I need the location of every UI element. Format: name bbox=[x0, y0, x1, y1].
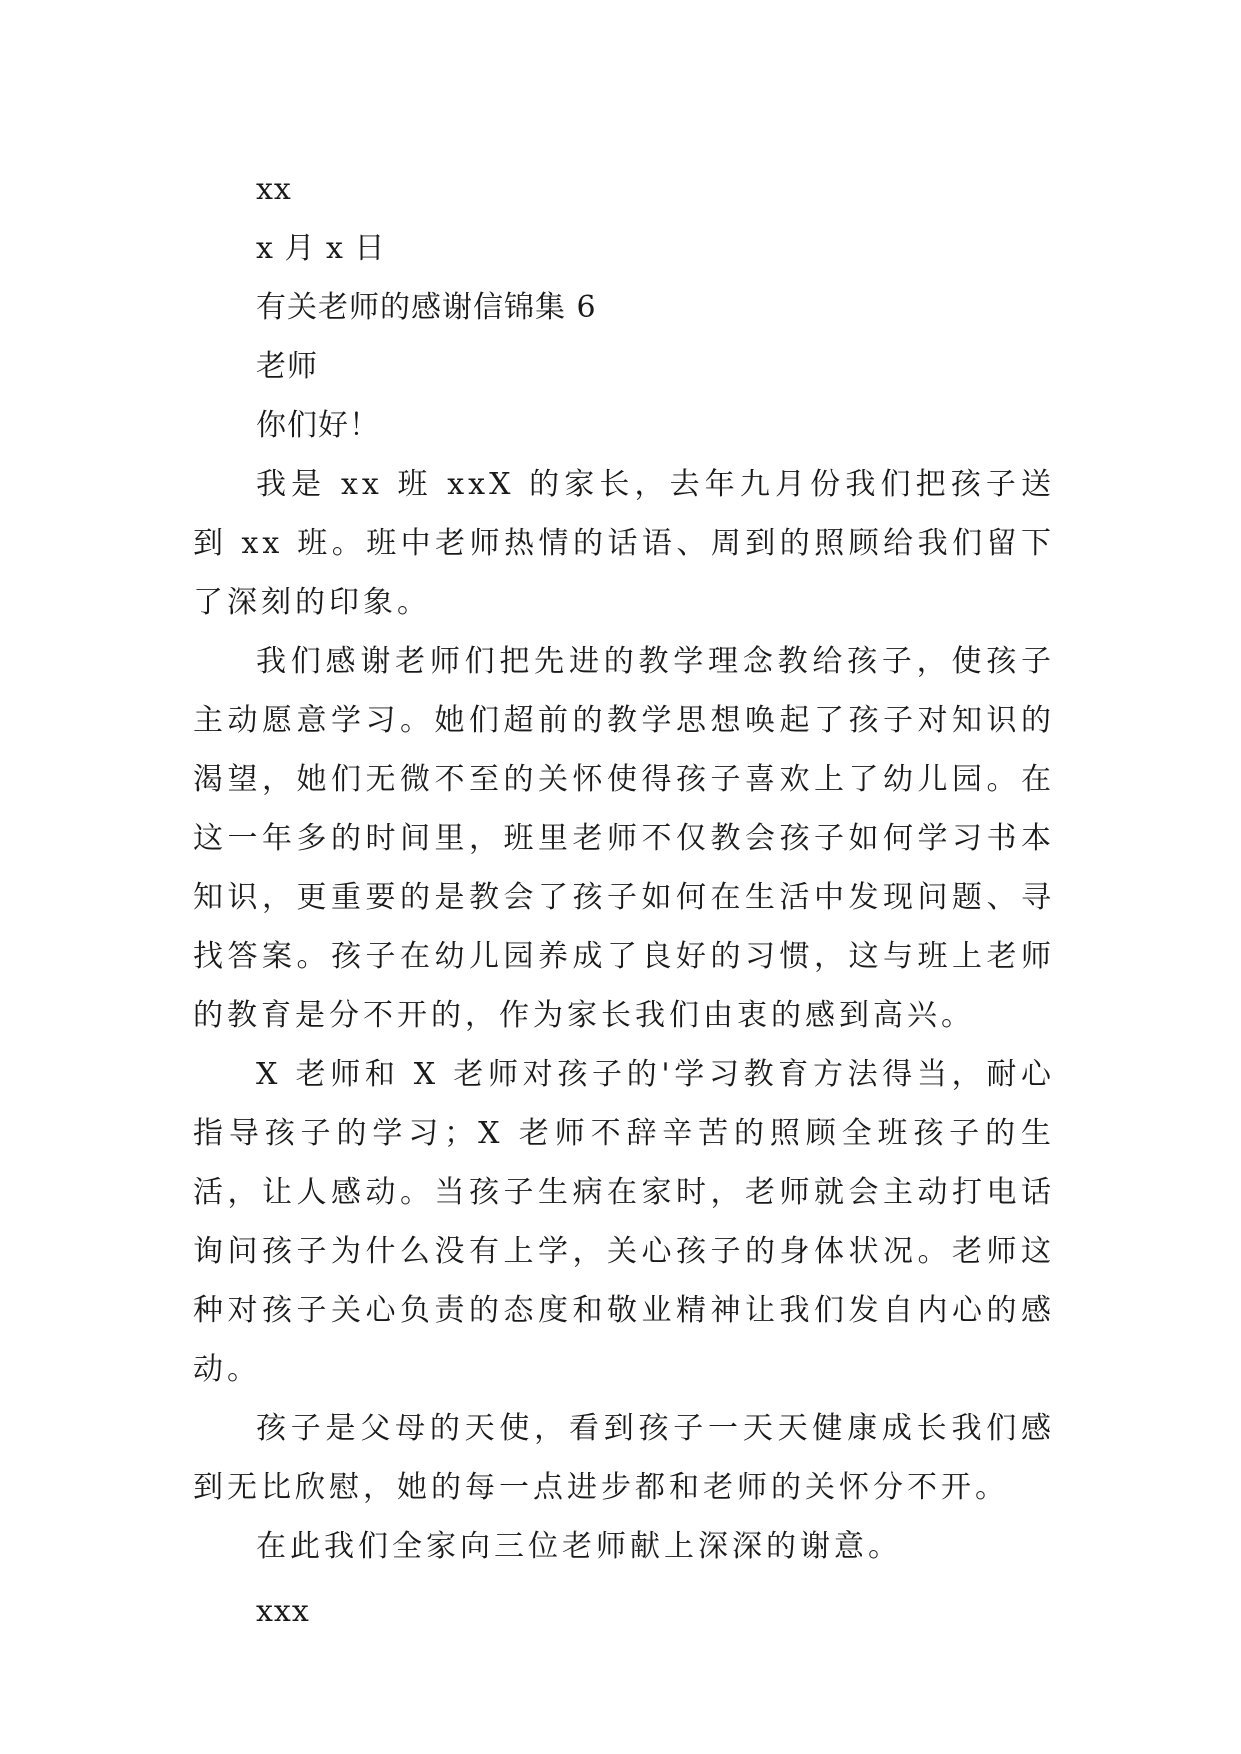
letter-paragraph: 孩子是父母的天使，看到孩子一天天健康成长我们感到无比欣慰，她的每一点进步都和老师的关怀分不开。 bbox=[193, 1411, 1055, 1505]
letter-title: 有关老师的感谢信锦集 6 bbox=[256, 290, 597, 325]
letter-greeting: 你们好！ bbox=[256, 408, 380, 443]
letter-paragraph: 我是 xx 班 xxX 的家长，去年九月份我们把孩子送到 xx 班。班中老师热情的话语、周到的照顾给我们留下了深刻的印象。 bbox=[193, 467, 1055, 620]
previous-letter-date: x 月 x 日 bbox=[256, 231, 386, 266]
previous-letter-signature: xx bbox=[256, 172, 292, 207]
letter-paragraph: 我们感谢老师们把先进的教学理念教给孩子，使孩子主动愿意学习。她们超前的教学思想唤起了孩子对知识的渴望，她们无微不至的关怀使得孩子喜欢上了幼儿园。在这一年多的时间里，班里老师不仅教会孩子如何学习书本知识，更重要的是教会了孩子如何在生活中发现问题、寻找答案。孩子在幼儿园养成了良好的习惯，这与班上老师的教育是分不开的，作为家长我们由衷的感到高兴。 bbox=[193, 644, 1055, 1033]
letter-recipient: 老师 bbox=[256, 349, 318, 384]
letter-paragraph: X 老师和 X 老师对孩子的'学习教育方法得当，耐心指导孩子的学习；X 老师不辞辛苦的照顾全班孩子的生活，让人感动。当孩子生病在家时，老师就会主动打电话询问孩子为什么没有上学，关心孩子的身体状况。老师这种对孩子关心负责的态度和敬业精神让我们发自内心的感动。 bbox=[193, 1057, 1055, 1387]
letter-body bbox=[193, 160, 1055, 1641]
letter-paragraph: 在此我们全家向三位老师献上深深的谢意。 bbox=[256, 1529, 902, 1564]
letter-signature: xxx bbox=[256, 1594, 310, 1629]
